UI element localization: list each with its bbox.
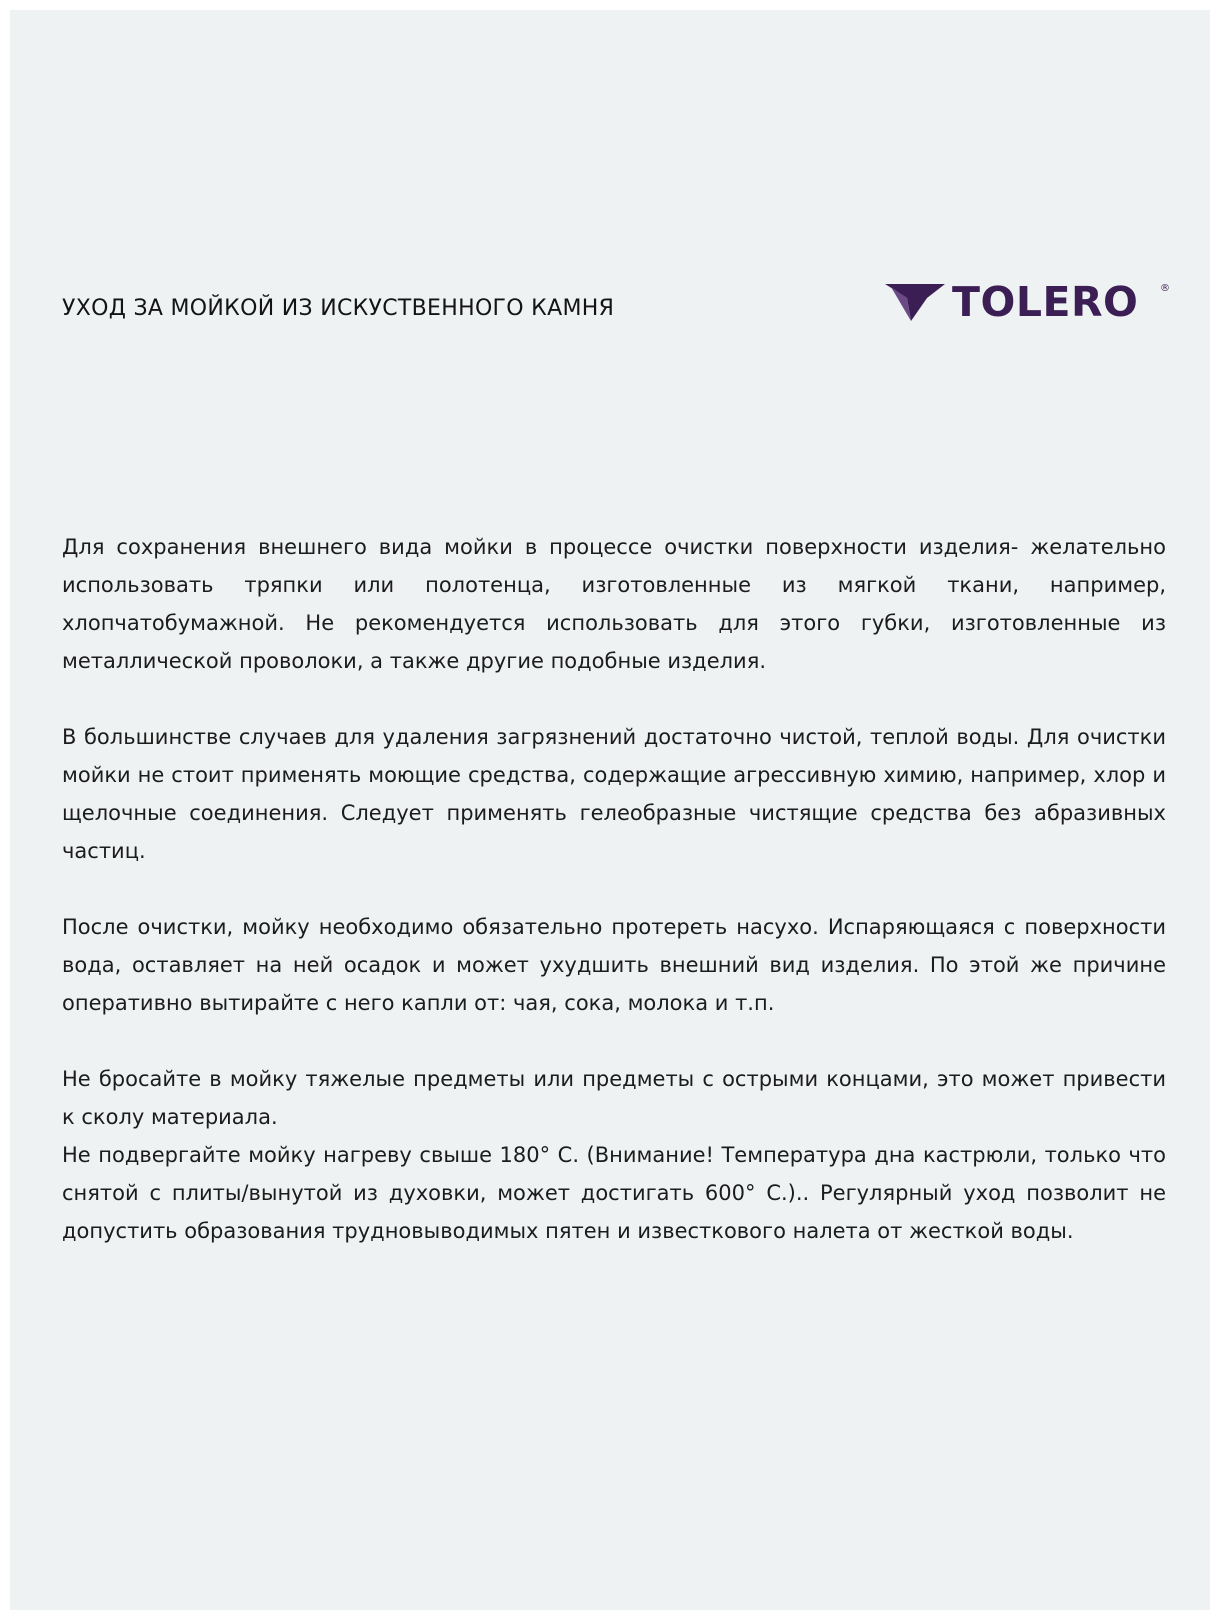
brand-logo <box>885 278 1175 326</box>
paragraph-heavy-objects: Не бросайте в мойку тяжелые предметы или предметы с острыми концами, это может привести к сколу материала. <box>62 1067 1166 1129</box>
paragraph-drying: После очистки, мойку необходимо обязательно протереть насухо. Испаряющаяся с поверхности вода, оставляет на ней осадок и может ухудшить внешний вид изделия. По этой же причине оперативно вытирайте с него капли от: чая, сока, молока и т.п. <box>62 915 1166 1015</box>
paragraph-cleaning-materials: Для сохранения внешнего вида мойки в процессе очистки поверхности изделия- желательно использовать тряпки или полотенца, изготовленные из мягкой ткани, например, хлопчатобумажной. Не рекомендуется использовать для этого губки, изготовленные из металлической проволоки, а также другие подобные изделия. <box>62 535 1166 673</box>
brand-name: TOLERO <box>952 278 1139 326</box>
document-body <box>62 528 1166 1250</box>
registered-mark: ® <box>1160 283 1170 294</box>
brand-mark-icon <box>885 284 945 322</box>
paragraph-cleaning-agents: В большинстве случаев для удаления загрязнений достаточно чистой, теплой воды. Для очистки мойки не стоит применять моющие средства, содержащие агрессивную химию, например, хлор и щелочные соединения. Следует применять гелеобразные чистящие средства без абразивных частиц. <box>62 725 1166 863</box>
document-page <box>10 10 1210 1610</box>
paragraph-heat-warning: Не подвергайте мойку нагреву свыше 180° С. (Внимание! Температура дна кастрюли, только что снятой с плиты/вынутой из духовки, может достигать 600° С.).. Регулярный уход позволит не допустить образования трудновыводимых пятен и известкового налета от жесткой воды. <box>62 1143 1166 1243</box>
document-title: УХОД ЗА МОЙКОЙ ИЗ ИСКУСТВЕННОГО КАМНЯ <box>62 296 615 321</box>
